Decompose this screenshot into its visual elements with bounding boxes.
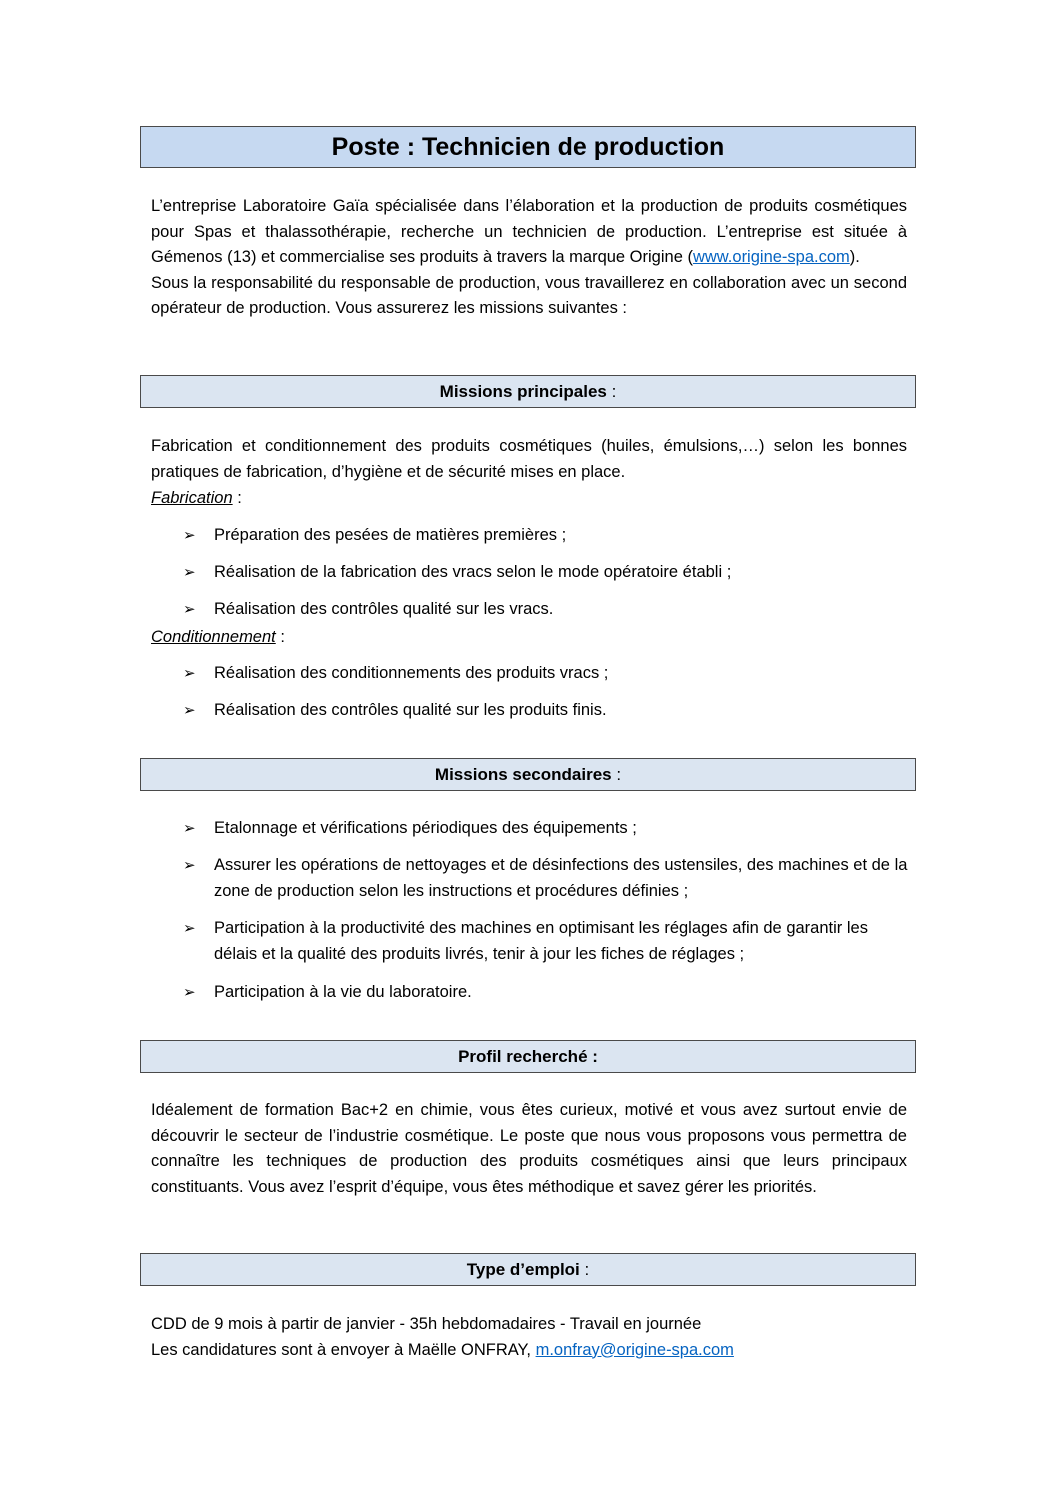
conditionnement-label xyxy=(151,626,285,648)
website-link[interactable]: www.origine-spa.com xyxy=(692,248,850,266)
list-item-text: Préparation des pesées de matières premières ; xyxy=(214,526,567,544)
arrow-bullet-icon: ➢ xyxy=(183,527,196,544)
list-item-text: Etalonnage et vérifications périodiques des équipements ; xyxy=(214,819,637,837)
section-heading-profil xyxy=(140,1040,916,1073)
application-text: Les candidatures sont à envoyer à Maëlle ONFRAY, xyxy=(151,1340,536,1359)
intro-paragraph xyxy=(151,194,907,322)
arrow-bullet-icon: ➢ xyxy=(183,601,196,618)
section-heading-missions-secondaires xyxy=(140,758,916,791)
list-item-text: Participation à la vie du laboratoire. xyxy=(214,983,472,1001)
page-title: Poste : Technicien de production xyxy=(140,126,916,168)
arrow-bullet-icon: ➢ xyxy=(183,984,196,1001)
fabrication-label-suffix: : xyxy=(232,489,242,507)
heading-suffix: : xyxy=(579,1260,590,1279)
list-item-text: Réalisation de la fabrication des vracs selon le mode opératoire établi ; xyxy=(214,563,732,581)
heading-suffix: : xyxy=(611,765,622,784)
list-item-text: Réalisation des conditionnements des produits vracs ; xyxy=(214,664,609,682)
arrow-bullet-icon: ➢ xyxy=(183,820,196,837)
arrow-bullet-icon: ➢ xyxy=(183,702,196,719)
list-item-text: Réalisation des contrôles qualité sur les produits finis. xyxy=(214,701,607,719)
missions-intro: Fabrication et conditionnement des produits cosmétiques (huiles, émulsions,…) selon les bonnes pratiques de fabrication, d’hygiène et de sécurité mises en place. xyxy=(151,437,907,481)
heading-text: Type d’emploi xyxy=(466,1260,580,1279)
arrow-bullet-icon: ➢ xyxy=(183,857,196,874)
heading-text: Profil recherché : xyxy=(458,1047,598,1066)
fabrication-label xyxy=(151,487,242,509)
profil-paragraph: Idéalement de formation Bac+2 en chimie, vous êtes curieux, motivé et vous avez surtout envie de découvrir le secteur de l’industrie cosmétique. Le poste que nous vous proposons vous permettra de connaître les techniques de production des produits cosmétiques ainsi que leurs principaux constituants. Vous avez l’esprit d’équipe, vous êtes méthodique et savez gérer les priorités. xyxy=(151,1101,907,1196)
contract-details: CDD de 9 mois à partir de janvier - 35h hebdomadaires - Travail en journée xyxy=(151,1315,702,1333)
arrow-bullet-icon: ➢ xyxy=(183,564,196,581)
section-heading-type-emploi xyxy=(140,1253,916,1286)
list-item-text: Réalisation des contrôles qualité sur les vracs. xyxy=(214,600,554,618)
conditionnement-label-suffix: : xyxy=(275,628,285,646)
heading-suffix: : xyxy=(606,382,617,401)
heading-text: Missions principales xyxy=(439,382,607,401)
list-item-text: Assurer les opérations de nettoyages et de désinfections des ustensiles, des machines et de la zone de production selon les instructions et procédures définies ; xyxy=(214,856,908,900)
arrow-bullet-icon: ➢ xyxy=(183,920,196,937)
intro-text: L’entreprise Laboratoire Gaïa spécialisée dans l’élaboration et la production de produits cosmétiques pour Spas et thalassothérapie, recherche un technicien de production. L’entreprise est située à Gémenos (13) et commercialise ses produits à travers la marque Origine ( xyxy=(151,197,907,266)
intro-link-suffix: ). xyxy=(849,248,860,266)
fabrication-label-text: Fabrication xyxy=(151,489,233,507)
conditionnement-label-text: Conditionnement xyxy=(151,628,276,646)
section-heading-missions-principales xyxy=(140,375,916,408)
heading-text: Missions secondaires xyxy=(434,765,612,784)
type-emploi-paragraph xyxy=(151,1312,907,1363)
list-item-text: Participation à la productivité des machines en optimisant les réglages afin de garantir les délais et la qualité des produits livrés, tenir à jour les fiches de réglages ; xyxy=(214,919,868,963)
email-link[interactable]: m.onfray@origine-spa.com xyxy=(535,1340,734,1359)
intro-text-2: Sous la responsabilité du responsable de production, vous travaillerez en collaboration avec un second opérateur de production. Vous assurerez les missions suivantes : xyxy=(151,273,907,317)
arrow-bullet-icon: ➢ xyxy=(183,665,196,682)
